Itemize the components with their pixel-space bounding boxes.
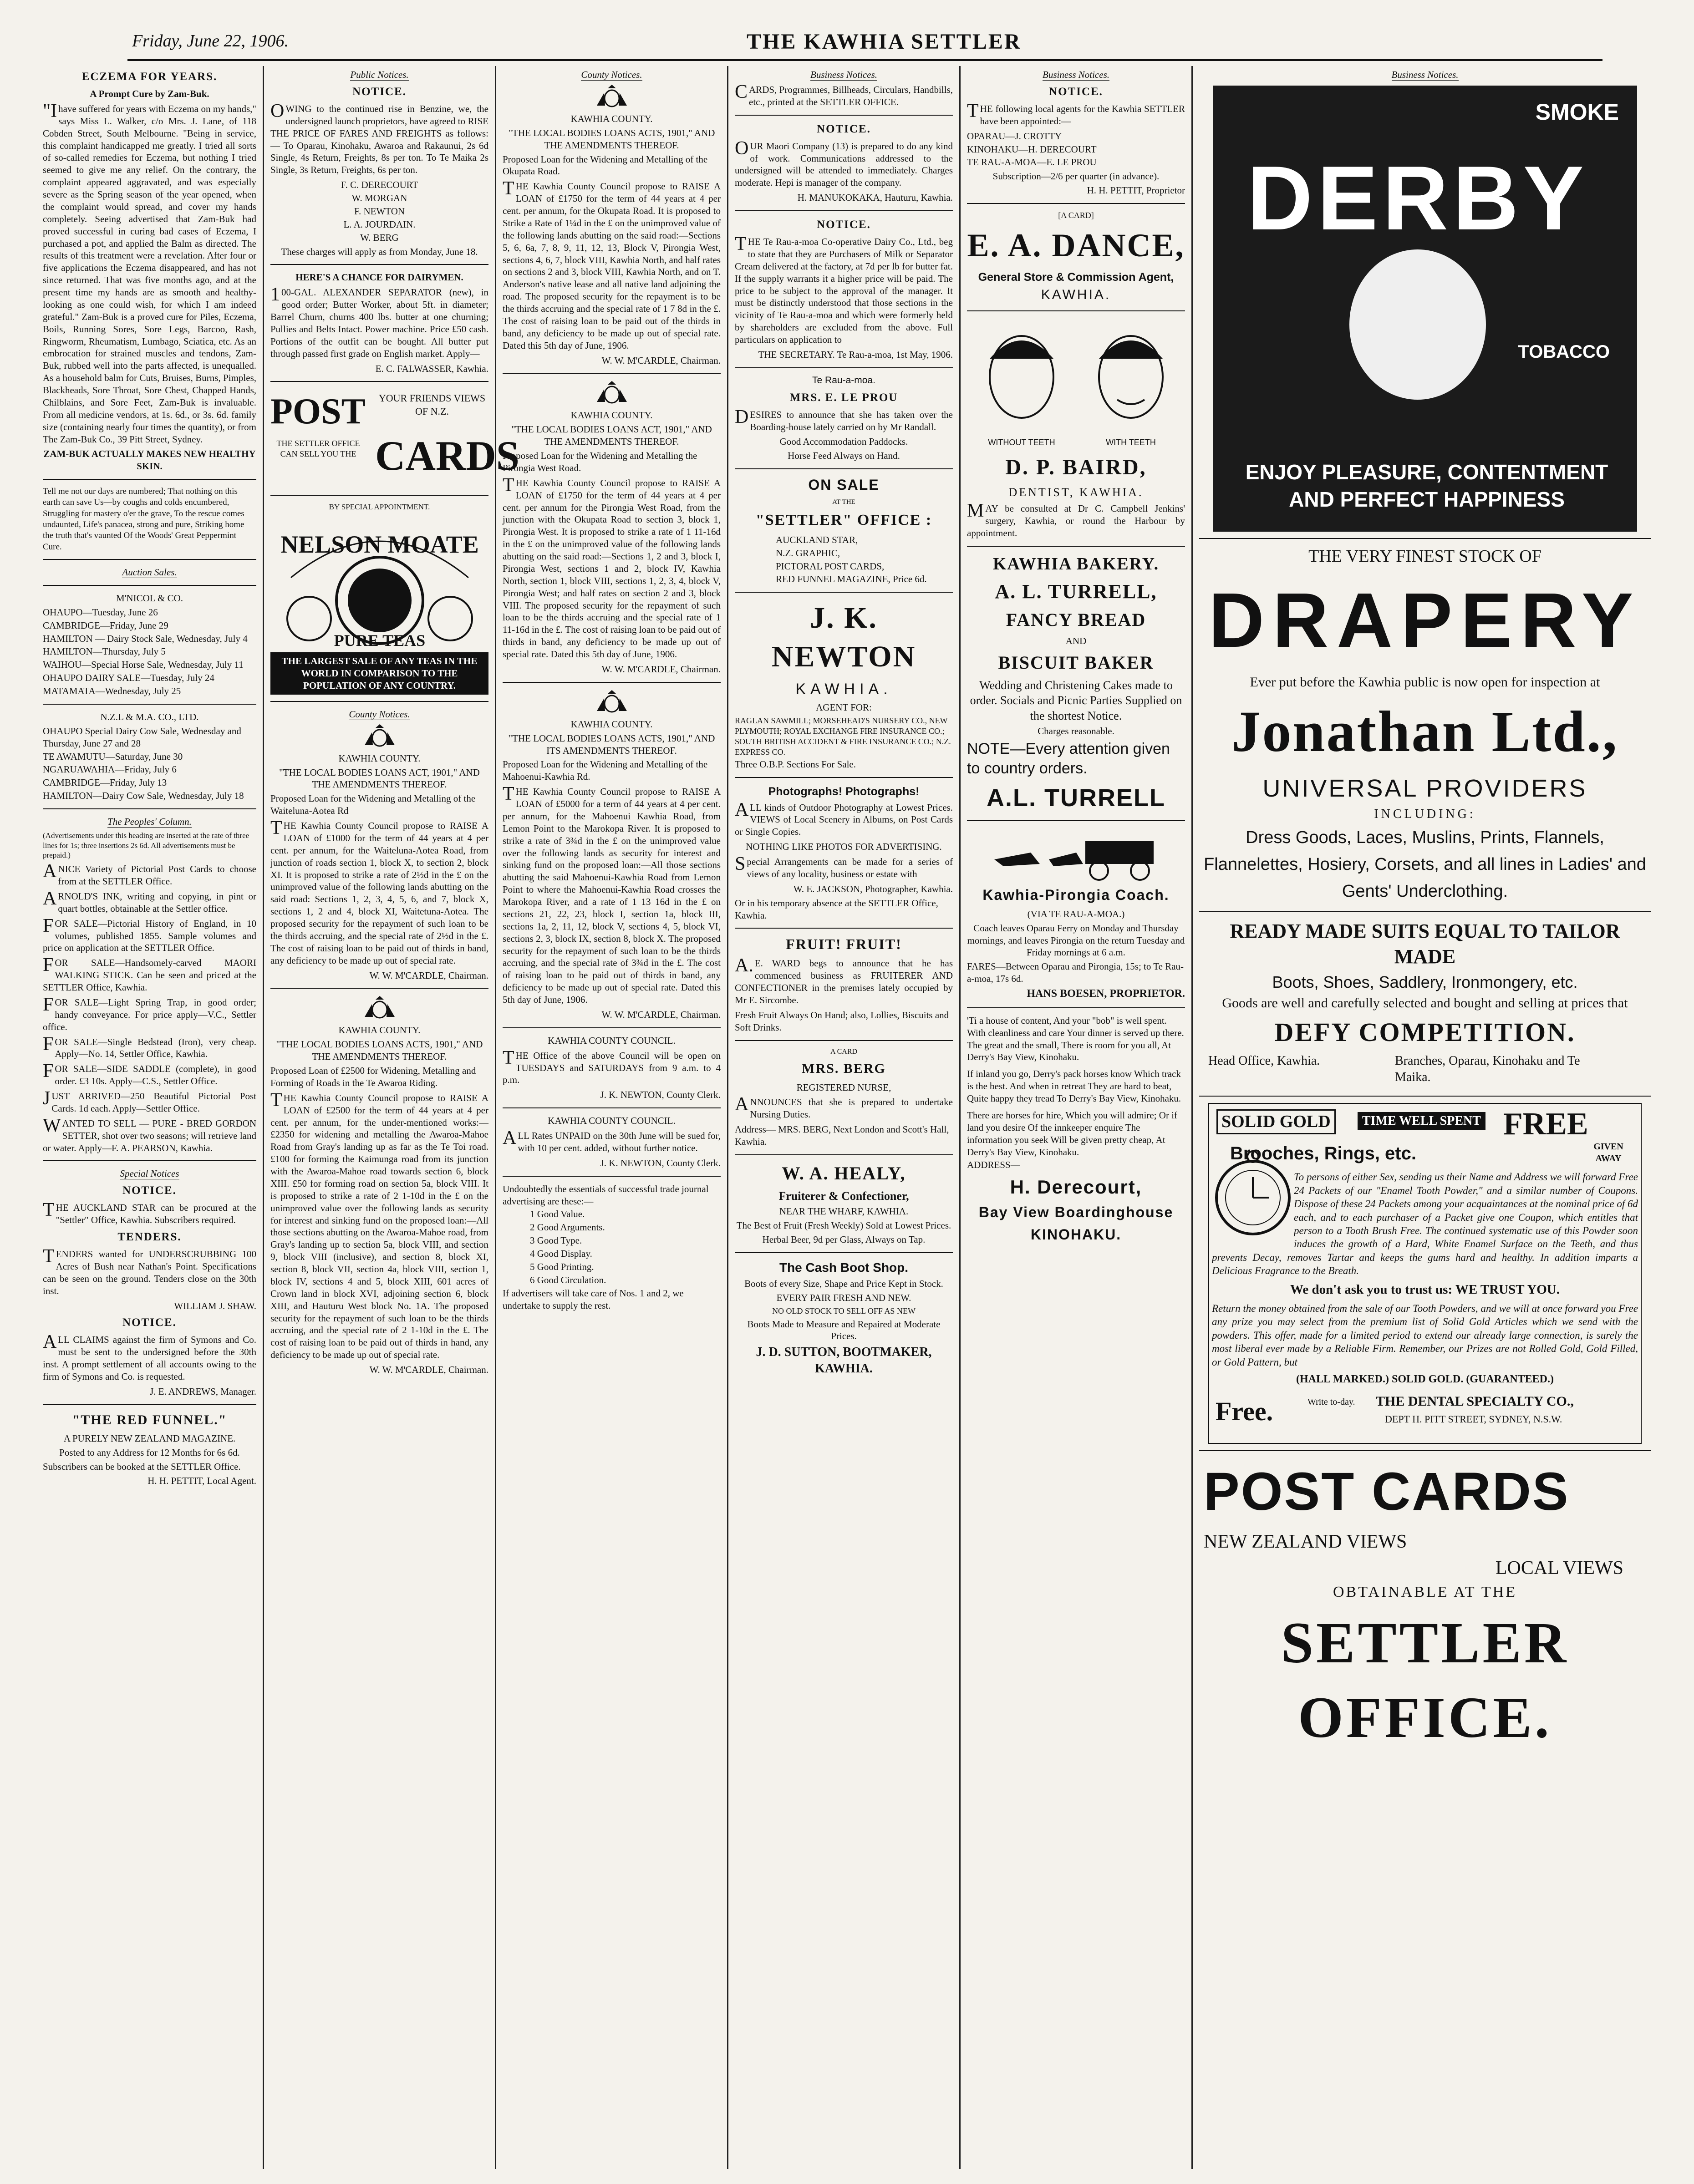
section-county-notices: County Notices. [581,69,642,80]
section-public-notices: Public Notices. [350,69,409,80]
list-item: WAIHOU—Special Horse Sale, Wednesday, July 11 [43,659,244,670]
county-lead: Proposed Loan for the Widening and Metalling of the Waiteluna-Aotea Rd [270,793,476,817]
column-1 [36,66,264,2169]
divider [43,585,256,586]
berg-address: Address— MRS. BERG, Next London and Scott's Hall, Kawhia. [735,1124,949,1148]
le-prou-place: Te Rau-a-moa. [812,375,875,386]
bakery-and: AND [1065,635,1087,647]
dental-address: DEPT H. PITT STREET, SYDNEY, N.S.W. [1385,1413,1562,1425]
newton-footer: Three O.B.P. Sections For Sale. [735,758,856,770]
defy-competition: DEFY COMPETITION. [1274,1017,1576,1047]
signer-list [270,179,488,244]
divider [735,367,953,368]
council-title: KAWHIA COUNTY COUNCIL. [548,1115,676,1127]
royal-crest-icon [591,380,632,406]
photo-body: Special Arrangements can be made for a series of views of any locality, business or estate with [735,853,953,879]
bakery-charges: Charges reasonable. [1038,725,1114,736]
bakery-note: NOTE—Every attention given to country orders. [967,740,1170,777]
bay-view-verse: If inland you go, Derry's pack horses know Which track is the best. And when in retreat They are hard to beat, Quite happy they tread To Derry's Bay View, Kinohaku. [967,1068,1181,1104]
classified-ad: FOR SALE—Pictorial History of England, in 10 volumes, published 1855. Sample volumes and price on application at the SETTLER Office. [43,915,256,954]
dance-title: E. A. DANCE, [967,227,1185,264]
divider [43,479,256,480]
agents-signature: H. H. PETTIT, Proprietor [1087,185,1185,196]
nzl-sale-list [43,725,256,802]
list-item: 3 Good Type. [530,1235,582,1246]
divider [43,1160,256,1161]
gold-footer [1212,1390,1638,1440]
section-peoples-column: The Peoples' Column. [107,816,192,827]
selection-line: Goods are well and carefully selected and bought and selling at prices that [1222,995,1628,1011]
divider [1199,1450,1651,1451]
divider [967,820,1185,821]
claims-signature: J. E. ANDREWS, Manager. [150,1386,256,1397]
royal-crest-icon [359,723,400,750]
drapery-title: DRAPERY [1208,577,1642,664]
tea-brand-text: NELSON MOATE [280,531,479,559]
section-business-notices: Business Notices. [1043,69,1109,80]
derby-tobacco-label: TOBACCO [1518,341,1610,362]
divider [1199,538,1651,539]
peppermint-verse: Tell me not our days are numbered; That nothing on this earth can save Us—by coughs and colds encumbered, Struggling for mastery o'er the grave, To the rescue comes undaunted, Life's panacea, strong and pure, Striking home the truth that's vaunted Of the Woods' Great Peppermint Cure. [43,487,244,552]
list-item: 1 Good Value. [530,1209,585,1220]
eczema-title: ECZEMA FOR YEARS. [81,71,218,83]
on-sale-at: AT THE [832,498,855,506]
berg-card-label: A CARD [830,1047,858,1056]
county-lead: Proposed Loan for the Widening and Metalling of the Mahoenui-Kawhia Rd. [503,759,708,782]
divider [735,210,953,211]
photo-body: ALL kinds of Outdoor Photography at Lowest Prices. VIEWS of Local Scenery in Albums, on Post Cards or Single Copies. [735,799,953,838]
address-name: H. Derecourt, [1010,1176,1142,1198]
notice-title: NOTICE. [817,218,871,231]
gold-body: Return the money obtained from the sale of our Tooth Powders, and we will at once forward you Free any prize you may select from the premium list of Solid Gold Articles which we send with the powders. This offer, made for a limited period to extend our already large connection, is surely the most liberal ever made by a Reliable Firm. Remember, our Prizes are not Rolled Gold, Gold Filled, or Gold Pattern, but [1212,1302,1638,1368]
post-cards-title: POST CARDS [1204,1461,1570,1522]
divider [43,559,256,560]
list-item: 6 Good Circulation. [530,1274,606,1285]
divider [270,701,488,702]
gold-title: Brooches, Rings, etc. [1230,1143,1416,1164]
tenders-body: TENDERS wanted for UNDERSCRUBBING 100 Acres of Bush near Nathan's Point. Specifications can be seen on the ground. Tenders close on the 30th inst. [43,1246,256,1296]
jonathan-title: Jonathan Ltd., [1231,699,1618,764]
bay-view-verse: There are horses for hire, Which you will admire; Or if land you desire Of the innkeeper enquire The information you seek Will be given pretty cheap, At Derry's Bay View, Kinohaku. [967,1109,1178,1158]
column-4 [728,66,961,2169]
peoples-note: (Advertisements under this heading are inserted at the rate of three lines for 1s; three insertions 2s 6d. All advertisements must be prepaid.) [43,831,249,860]
address-house: Bay View Boardinghouse [978,1204,1174,1221]
county-signature: W. W. M'CARDLE, Chairman. [369,970,488,981]
dental-company: THE DENTAL SPECIALTY CO., [1376,1393,1574,1409]
masthead [127,27,1602,61]
section-business-notices: Business Notices. [1391,69,1459,80]
county-lead: Proposed Loan for the Widening and Metalling of the Okupata Road. [503,153,708,177]
coach-signature: HANS BOESEN, PROPRIETOR. [1027,988,1185,1000]
essentials-list [503,1208,721,1286]
divider [967,546,1185,547]
county-signature: W. W. M'CARDLE, Chairman. [601,663,721,675]
divider [270,988,488,989]
subscription-note: Subscription—2/6 per quarter (in advance). [992,171,1160,182]
gold-title-row [1212,1138,1638,1170]
le-prou-line: Horse Feed Always on Hand. [788,450,900,462]
county-acts: "THE LOCAL BODIES LOANS ACTS, 1901," AND THE AMENDMENTS THEREOF. [276,1039,483,1062]
fares-notice-body: OWING to the continued rise in Benzine, we, the undersigned launch proprietors, have agreed to RISE THE PRICE OF FARES AND FREIGHTS as follows:— To Oparau, Kinohaku, Awaroa and Rakaunui, 2s 6d Single, 4s Return, Freights, 8s per ton. To Te Maika 2s Single, 3s Return, Freights, 6s per ton. [270,100,488,176]
office-locations [1199,1053,1651,1089]
universal-providers: UNIVERSAL PROVIDERS [1262,775,1587,802]
eczema-body: "Ihave suffered for years with Eczema on my hands," says Miss L. Walker, c/o Mrs. J. Lane, of 118 Cobden Street, South Melbourne. "Being in service, this complaint handicapped me greatly. I tried all sorts of so-called remedies for Eczema, but nothing I tried seemed to give me any relief. On the contrary, the complaint appeared aggravated, and was especially severe as the Spring season of the year opened, when the complaint would spread, and cover my hands completely. Seeing advertised that Zam-Buk had proved successful in curing bad cases of Eczema, I purchased a pot, and applied the Balm as directed. The results of this treatment were a revelation. After four or five applications the Eczema disappeared, and has not since returned. That was five months ago, and at the present time my hands are as smooth and healthy-looking as one could wish, for which I am indeed grateful." Zam-Buk is a proved cure for Piles, Eczema, Boils, Running Sores, Sore Legs, Barcoo, Rash, Ringworm, Rheumatism, Lumbago, Sciatica, etc. As an embrocation for strained muscles and tendons, Zam-Buk, rubbed well into the parts affected, is unequalled. As a household balm for Cuts, Bruises, Burns, Pimples, Blackheads, Sore Throat, Sore Chest, Chapped Hands, Chilblains, and Sore Feet, Zam-Buk is invaluable. From all medicine vendors, at 1s. 6d., or 3s. 6d. family size (containing nearly four times the quantity), or from The Zam-Buk Co., 39 Pitt Street, Sydney. [43,100,256,445]
list-item: F. NEWTON [354,205,405,217]
list-item: L. A. JOURDAIN. [343,218,416,230]
dentist-portraits-illustration [972,318,1181,450]
nz-views: NEW ZEALAND VIEWS [1204,1531,1407,1552]
drapery-intro: THE VERY FINEST STOCK OF [1308,546,1541,566]
on-sale-office: "SETTLER" OFFICE : [755,512,932,529]
county-lead: Proposed Loan of £2500 for Widening, Metalling and Forming of Roads in the Te Awaroa Riding. [270,1065,476,1088]
red-funnel-title: "THE RED FUNNEL." [72,1412,227,1427]
tea-pure-text: PURE TEAS [334,631,425,650]
post-word: POST [270,391,366,432]
tenders-signature: WILLIAM J. SHAW. [174,1300,256,1311]
fruit-body: A.E. WARD begs to announce that he has commenced business as FRUITERER AND CONFECTIONER in the premises lately occupied by Mr E. Sircombe. [735,955,953,1006]
derby-slogan: ENJOY PLEASURE, CONTENTMENT AND PERFECT HAPPINESS [1245,460,1608,512]
county-acts: "THE LOCAL BODIES LOANS ACTS, 1901," AND THE AMENDMENTS THEREOF. [508,127,715,151]
list-item: OHAUPO Special Dairy Cow Sale, Wednesday and Thursday, June 27 and 28 [43,725,241,749]
list-item: OPARAU—J. CROTTY [967,130,1062,142]
boot-shop-body: Boots of every Size, Shape and Price Kept in Stock. [744,1278,943,1289]
notice-title: NOTICE. [1049,85,1103,98]
council-signature: J. K. NEWTON, County Clerk. [600,1157,721,1168]
list-item: AUCKLAND STAR, [776,534,858,545]
bakery-fancy: FANCY BREAD [1006,609,1146,630]
nelson-moate-tea-emblem [273,514,487,650]
post-settler-text: THE SETTLER OFFICE CAN SELL YOU THE [276,439,360,459]
boot-shop-title: The Cash Boot Shop. [779,1260,909,1275]
tea-slogan: THE LARGEST SALE OF ANY TEAS IN THE WORLD IN COMPARISON TO THE POPULATION OF ANY COUNTRY. [270,652,488,695]
baird-body: MAY be consulted at Dr C. Campbell Jenkins' surgery, Kawhia, or round the Harbour by appointment. [967,500,1185,539]
county-lead: Proposed Loan for the Widening and Metalling the Pirongia West Road. [503,450,697,473]
section-auction-sales: Auction Sales. [122,567,177,578]
dairy-chance-signature: E. C. FALWASSER, Kawhia. [375,363,488,374]
time-well-spent-label: TIME WELL SPENT [1358,1112,1485,1130]
on-sale-list [735,534,953,586]
nzl-heading: N.Z.L & M.A. CO., LTD. [100,711,199,722]
divider [503,682,721,683]
divider [735,1040,953,1041]
county-title: KAWHIA COUNTY. [338,752,421,764]
divider [503,1107,721,1108]
list-item: RED FUNNEL MAGAZINE, Price 6d. [776,574,927,585]
post-friends-text: YOUR FRIENDS VIEWS OF N.Z. [378,392,486,417]
essentials-footer: If advertisers will take care of Nos. 1 and 2, we undertake to supply the rest. [503,1287,684,1311]
bay-view-verse: 'Ti a house of content, And your "bob" is well spent. With cleanliness and care Your dinner is served up there. The great and the small, There is room for you all, At Derry's Bay View, Kinohaku. [967,1015,1184,1063]
county-body: THE Kawhia County Council propose to RAISE A LOAN of £1750 for the term of 44 years at 4 per cent. per annum, for the Okupata Road. It is proposed to Strike a Rate of 1¼d in the £ on the unimproved value of the following lands abutting on the said road:—Sections 5, 6, 6a, 7, 8, 9, 11, 12, 13, Block V, Pirongia West, sections 4, 6, 7, block VIII, Kawhia North, and half rates on sections 2 and 3, block VIII, Kawhia North, and on T. Anderson's native lease and all native land adjoining the road. The proposed security for the repayment is to be the thirds accruing and the special rate of 1 7 8d in the £. The cost of raising loan to be paid out of the thirds in band, any deficiency to be made up out of special rate. Dated this 5th day of June, 1906. [503,178,721,351]
section-county-notices: County Notices. [349,708,410,720]
list-item: CAMBRIDGE—Friday, July 13 [43,777,167,788]
mcnicol-heading: M'NICOL & CO. [116,592,183,604]
bakery-biscuit: BISCUIT BAKER [998,652,1154,673]
gold-body: To persons of either Sex, sending us their Name and Address we will forward Free 24 Packets of our "Enamel Tooth Powder," and a similar number of Coupons. Dispose of these 24 Packets among your acquaintances at the nominal price of 6d each, and to each purchaser of a Packet give one Coupon, which entitles that person to a Tooth Brush Free. The continued systematic use of this Powder soon induces the growth of a Hard, White Enamel Surface on the Teeth, and thus prevents Decay, removes Tartar and keeps the gums hard and healthy. In addition imparts a Delicious Fragrance to the Breath. [1212,1171,1638,1277]
royal-crest-icon [359,995,400,1021]
gold-trust: We don't ask you to trust us: WE TRUST YOU. [1290,1282,1560,1297]
classified-ad: FOR SALE—Handsomely-carved MAORI WALKING STICK. Can be seen and priced at the SETTLER Office, Kawhia. [43,955,256,993]
red-funnel-body: Posted to any Address for 12 Months for 6s 6d. [59,1447,240,1458]
bakery-body: Wedding and Christening Cakes made to order. Socials and Picnic Parties Supplied on the shortest Notice. [970,679,1182,722]
drapery-goods: Dress Goods, Laces, Muslins, Prints, Flannels, Flannelettes, Hosiery, Corsets, and all lines in Ladies' and Gents' Underclothing. [1204,828,1646,901]
divider [967,1007,1185,1008]
divider [735,1252,953,1253]
dance-subtitle: General Store & Commission Agent, [978,271,1174,284]
head-office: Head Office, Kawhia. [1208,1054,1320,1068]
on-sale-title: ON SALE [808,477,880,493]
dairy-co-signature: THE SECRETARY. Te Rau-a-moa, 1st May, 1906. [758,349,953,360]
berg-body: ANNOUNCES that she is prepared to undertake Nursing Duties. [735,1094,953,1120]
healy-body: The Best of Fruit (Fresh Weekly) Sold at Lowest Prices. [736,1220,951,1231]
including-label: INCLUDING: [1374,807,1476,822]
photo-heading: NOTHING LIKE PHOTOS FOR ADVERTISING. [746,841,942,853]
paper-title: THE KAWHIA SETTLER [747,30,1022,54]
list-item: OHAUPO DAIRY SALE—Tuesday, July 24 [43,672,214,684]
divider [1199,911,1651,912]
notice-title: NOTICE. [122,1316,177,1329]
county-acts: "THE LOCAL BODIES LOANS ACT, 1901," AND THE AMENDMENTS THEREOF. [279,767,480,790]
coach-title: Kawhia-Pirongia Coach. [982,886,1170,903]
photo-footer: Or in his temporary absence at the SETTLER Office, Kawhia. [735,897,938,921]
post-cards-ad [270,388,519,488]
county-title: KAWHIA COUNTY. [570,113,653,124]
list-item: N.Z. GRAPHIC, [776,547,840,559]
council-body: ALL Rates UNPAID on the 30th June will be sued for, with 10 per cent. added, without further notice. [503,1128,721,1153]
divider [270,381,488,382]
newton-agencies: RAGLAN SAWMILL; MORSEHEAD'S NURSERY CO., NEW PLYMOUTH; ROYAL EXCHANGE FIRE INSURANCE CO.; SOUTH BRITISH ACCIDENT & FIRE INSURANCE CO.; N.Z. EXPRESS CO. [735,716,951,757]
classified-ad: FOR SALE—Light Spring Trap, in good order; handy conveyance. For price apply—V.C., Settler office. [43,994,256,1032]
list-item: W. MORGAN [351,193,407,203]
list-item: TE AWAMUTU—Saturday, June 30 [43,751,183,762]
printing-ad: CARDS, Programmes, Billheads, Circulars, Handbills, etc., printed at the SETTLER OFFICE. [735,81,953,107]
county-title: KAWHIA COUNTY. [338,1025,421,1036]
address-place: KINOHAKU. [1030,1226,1122,1243]
le-prou-body: DESIRES to announce that she has taken over the Boarding-house lately carried on by Mr Randall. [735,406,953,432]
derby-wordmark: DERBY [1246,147,1589,249]
berg-title: MRS. BERG [802,1061,886,1077]
bakery-title: KAWHIA BAKERY. [992,554,1160,574]
county-title: KAWHIA COUNTY. [570,718,653,730]
royal-crest-icon [591,84,632,110]
berg-subtitle: REGISTERED NURSE, [796,1082,891,1093]
list-item: KINOHAKU—H. DERECOURT [967,143,1097,155]
divider [735,115,953,116]
list-item: F. C. DERECOURT [341,179,418,191]
write-today: Write to-day. [1307,1397,1355,1407]
section-business-notices: Business Notices. [810,69,877,80]
tenders-title: TENDERS. [117,1231,182,1243]
divider [43,704,256,705]
agents-notice: THE following local agents for the Kawhia SETTLER have been appointed:— [967,100,1185,127]
smoker-portrait-icon [1349,249,1486,400]
healy-footer: Herbal Beer, 9d per Glass, Always on Tap. [762,1234,926,1245]
county-signature: W. W. M'CARDLE, Chairman. [601,355,721,366]
given-away-label: GIVEN AWAY [1593,1142,1623,1163]
claims-notice: ALL CLAIMS against the firm of Symons and Co. must be sent to the undersigned before the 30th inst. A prompt settlement of all accounts owing to the firm of Symons and Co. is requested. [43,1331,256,1382]
branches: Branches, Oparau, Kinohaku and Te Maika. [1395,1054,1580,1085]
list-item: 4 Good Display. [530,1248,592,1259]
red-funnel-note: Subscribers can be booked at the SETTLER Office. [43,1461,241,1472]
notice-title: NOTICE. [817,122,871,135]
healy-subtitle: Fruiterer & Confectioner, [778,1189,909,1203]
divider [735,1154,953,1155]
county-signature: W. W. M'CARDLE, Chairman. [369,1364,488,1375]
fruit-footer: Fresh Fruit Always On Hand; also, Lollies, Biscuits and Soft Drinks. [735,1009,949,1033]
le-prou-line: Good Accommodation Paddocks. [779,436,908,447]
auckland-star-notice: THE AUCKLAND STAR can be procured at the "Settler" Office, Kawhia. Subscribers required. [43,1199,256,1226]
divider [270,264,488,265]
list-item: HAMILTON — Dairy Stock Sale, Wednesday, July 4 [43,633,248,644]
gold-hallmark: (HALL MARKED.) SOLID GOLD. (GUARANTEED.) [1296,1373,1554,1386]
column-2 [264,66,519,2169]
local-views: LOCAL VIEWS [1495,1557,1623,1579]
drapery-subtitle: Ever put before the Kawhia public is now open for inspection at [1250,675,1600,690]
maori-company-notice: OUR Maori Company (13) is prepared to do any kind of work. Communications addressed to the undersigned will be attended to immediately. Charges moderate. Hepi is manager of the company. [735,137,953,188]
list-item: CAMBRIDGE—Friday, June 29 [43,620,168,631]
list-item: OHAUPO—Tuesday, June 26 [43,606,158,618]
divider [967,203,1185,204]
section-special-notices: Special Notices [120,1168,179,1179]
divider [503,1027,721,1028]
royal-crest-icon [591,689,632,716]
baird-subtitle: DENTIST, KAWHIA. [1008,486,1144,499]
boot-shop-line: Boots Made to Measure and Repaired at Moderate Prices. [747,1318,941,1342]
list-item: HAMILTON—Thursday, July 5 [43,646,166,657]
column-5 [961,66,1193,2169]
le-prou-title: MRS. E. LE PROU [789,391,898,404]
list-item: TE RAU-A-MOA—E. LE PROU [967,157,1097,168]
healy-title: W. A. HEALY, [782,1163,906,1183]
photo-title: Photographs! Photographs! [768,785,920,798]
bakery-name: A. L. TURRELL, [995,580,1157,603]
healy-location: NEAR THE WHARF, KAWHIA. [779,1206,909,1217]
dairy-chance-title: HERE'S A CHANCE FOR DAIRYMEN. [295,272,463,283]
council-body: THE Office of the above Council will be open on TUESDAYS and SATURDAYS from 9 a.m. to 4 p.m. [503,1047,721,1086]
list-item: PICTORAL POST CARDS, [776,560,885,572]
coach-via: (VIA TE RAU-A-MOA.) [1027,908,1125,919]
tea-appointment: BY SPECIAL APPOINTMENT. [329,503,430,512]
address-label: ADDRESS— [967,1159,1020,1171]
without-teeth-caption: WITHOUT TEETH [987,437,1055,447]
list-item: W. BERG [360,232,399,243]
coach-body: Coach leaves Oparau Ferry on Monday and Thursday mornings, and leaves Pirongia on the return Tuesday and Friday mornings at 6 a.m. [967,922,1185,958]
dairy-chance-body: 100-GAL. ALEXANDER SEPARATOR (new), in good order; Butter Worker, about 5ft. in diameter; Barrel Churn, churns 400 lbs. butter at one churning; Pullies and Belts Intact. Power machine. Price £50 cash. Portions of the outfit can be bought. All butter put through passed first grade on English market. Apply— [270,284,488,359]
dental-specialty-ad [1208,1103,1642,1444]
eczema-footer: ZAM-BUK ACTUALLY MAKES NEW HEALTHY SKIN. [43,448,256,472]
red-funnel-subtitle: A PURELY NEW ZEALAND MAGAZINE. [63,1433,236,1444]
horse-coach-illustration [976,828,1176,882]
issue-date: Friday, June 22, 1906. [132,31,289,51]
classified-ad: ANICE Variety of Pictorial Post Cards to choose from at the SETTLER Office. [43,861,256,887]
mcnicol-sale-list [43,606,256,697]
maori-company-signature: H. MANUKOKAKA, Hauturu, Kawhia. [797,192,953,203]
divider [503,1176,721,1177]
county-title: KAWHIA COUNTY. [570,410,653,421]
eczema-subtitle: A Prompt Cure by Zam-Buk. [90,88,209,99]
fruit-title: FRUIT! FRUIT! [786,936,902,953]
divider [43,1404,256,1405]
notice-title: NOTICE. [122,1184,177,1197]
bakery-signature: A.L. TURRELL [987,784,1165,812]
coach-fares: FARES—Between Oparau and Pirongia, 15s; to Te Rau-a-moa, 17s 6d. [967,961,1184,985]
classified-ad: JUST ARRIVED—250 Beautiful Pictorial Post Cards. 1d each. Apply—Settler Office. [43,1088,256,1114]
list-item: 5 Good Printing. [530,1261,594,1272]
newton-title: J. K. NEWTON [771,601,916,673]
derby-smoke-label: SMOKE [1535,99,1619,125]
gold-banner [1212,1107,1638,1142]
list-item: NGARUAWAHIA—Friday, July 6 [43,764,177,775]
free-label: FREE [1503,1107,1588,1142]
essentials-lead: Undoubtedly the essentials of successful trade journal advertising are these:— [503,1183,709,1207]
county-body: THE Kawhia County Council propose to RAISE A LOAN of £2500 for the term of 44 years at 4 per cent. per annum, for the under-mentioned works:—£2350 for widening and metalling the Awaroa-Mahoe Road from Gray's landing up as far as the Te Toi road. £100 for forming the Kaimunga road from its junction with the Awaroa-Mahoe road towards section 6, block XIII. £50 for forming road on section 5a, block VIII. It is proposed to strike a rate of 2 1-10d in the £ on the unimproved value over the following lands as security for interest and sinking fund on the proposed loan:—All those sections abutting on the Awaroa-Mahoe road, from Gray's landing up to section 5a, block VIII, and section 9, block VIII (inclusive), and section 8, block XI, section 8, block VII, section 4a, block VIII, section 1, block IV, sections 4 and 5, block XIII, 601 acres of Crown land in block XVI, adjoining section 6, block XIII, and Hauturu West block No. 1A. The proposed security for the repayment of such loan to be the thirds accruing, and the special rate of 2 1-10d in the £. The cost of raising loan to be paid out of thirds in hand, any deficiency to be made up out of special rate. [270,1089,488,1361]
newton-place: KAWHIA. [795,681,892,698]
fares-notice-footer: These charges will apply as from Monday, June 18. [281,246,478,257]
county-acts: "THE LOCAL BODIES LOANS ACTS, 1901," AND ITS AMENDMENTS THEREOF. [508,732,715,756]
classified-ad: FOR SALE—SIDE SADDLE (complete), in good order. £3 10s. Apply—C.S., Settler Office. [43,1061,256,1087]
baird-title: D. P. BAIRD, [1005,455,1147,479]
divider [270,495,488,496]
derby-tobacco-ad [1213,86,1637,532]
classified-ad: WANTED TO SELL — PURE - BRED GORDON SETTER, shot over two seasons; will retrieve land or water. Apply—F. A. PEARSON, Kawhia. [43,1115,256,1153]
card-label: [A CARD] [1058,211,1094,220]
divider [735,928,953,929]
classified-ad: FOR SALE—Single Bedstead (Iron), very cheap. Apply—No. 14, Settler Office, Kawhia. [43,1033,256,1060]
suits-line: READY MADE SUITS EQUAL TO TAILOR MADE [1230,919,1620,968]
notice-title: NOTICE. [352,85,407,98]
free-label: Free. [1216,1396,1273,1426]
obtainable-at: OBTAINABLE AT THE [1333,1584,1517,1601]
settler-office: SETTLER OFFICE. [1281,1610,1569,1750]
list-item: HAMILTON—Dairy Cow Sale, Wednesday, July 18 [43,790,244,802]
county-signature: W. W. M'CARDLE, Chairman. [601,1009,721,1020]
newton-agent: AGENT FOR: [816,701,872,713]
column-3 [496,66,728,2169]
boot-shop-line: NO OLD STOCK TO SELL OFF AS NEW [772,1306,916,1315]
cards-word: CARDS [375,432,519,479]
county-body: THE Kawhia County Council propose to RAISE A LOAN of £5000 for a term of 44 years at 4 per cent. per annum, for the Mahoenui Kawhia Road, from Lemon Point to the Marokopa River. It is proposed to strike a rate of 3¾d in the £ on the unimproved value over the following lands as security for interest and sinking fund on the proposed loan:—All those sections abutting the said Mahoenui-Kawhia Road from Lemon Point to where the Mahoenui-Kawhia Road crosses the Marokopa River, and a rate of 1 13 16d in the £ on sections 21, 22, 23, block I, section 1a, block III, sections 1a, 2, 11, 12, block V, sections 4, 5, block VI, sections 2, 3, block IX, section 8, block X. The proposed security for the repayment of such loan to be the thirds accruing, and the special rate of 3¾d in the £. The cost of raising loan to be paid out of thirds in band, any deficiency to be made up out of special rate. Dated this 5th day of June, 1906. [503,783,721,1005]
county-acts: "THE LOCAL BODIES LOANS ACT, 1901," AND THE AMENDMENTS THEREOF. [511,424,712,447]
column-6 [1193,66,1657,2169]
boot-shop-line: EVERY PAIR FRESH AND NEW. [776,1292,911,1303]
divider [43,808,256,809]
divider [735,468,953,469]
list-item: 2 Good Arguments. [530,1222,605,1233]
county-body: THE Kawhia County Council propose to RAISE A LOAN of £1750 for the term of 44 years at 4 per cent. per annum for the Pirongia West Road, from the junction with the Okupata Road to section 3, block 1, Pirongia West. It is proposed to strike a rate of 1 11-16d in the £ on the unimproved value of the following lands abutting on the said road:—Sections 1, 2 and 3, block I, Pirongia West, sections 1 and 2, block IV, Kawhia North, section 1, block VIII, sections 1, 2, 3, 4, block V, Pirongia West; and half rates on section 2 and 3, block VIII. The proposed security for the repayment of such loan to be the thirds accruing and the special rate of 1 11-16d in the £. The cost of raising loan to be paid out of thirds in band, any deficiency to be made up out of special rate. Dated this 5th day of June, 1906. [503,474,721,660]
divider [735,777,953,778]
classified-ad: ARNOLD'S INK, writing and copying, in pint or quart bottles, obtainable at the Settler office. [43,888,256,914]
divider [503,373,721,374]
divider [1199,1096,1651,1097]
boots-line: Boots, Shoes, Saddlery, Ironmongery, etc. [1272,972,1578,991]
agents-list [967,130,1185,169]
solid-gold-label: SOLID GOLD [1216,1109,1336,1134]
dance-place: KAWHIA. [1041,287,1111,303]
with-teeth-caption: WITH TEETH [1105,437,1156,447]
red-funnel-signature: H. H. PETTIT, Local Agent. [148,1475,256,1486]
photo-signature: W. E. JACKSON, Photographer, Kawhia. [793,883,953,894]
council-signature: J. K. NEWTON, County Clerk. [600,1089,721,1101]
boot-shop-signature: J. D. SUTTON, BOOTMAKER, KAWHIA. [756,1345,932,1376]
divider [735,592,953,593]
dairy-co-notice: THE Te Rau-a-moa Co-operative Dairy Co., Ltd., beg to state that they are Purchasers of Milk or Separator Cream delivered at the factory, at 7d per lb for butter fat. If the supply warrants it a higher price will be paid. The price to be subject to the approval of the manager. It must be distinctly understood that those sections in the vicinity of Te Rau-a-moa and which were formerly held by shareholders are excluded from the above. Full particulars on application to [735,234,953,345]
council-title: KAWHIA COUNTY COUNCIL. [548,1035,676,1046]
divider [967,310,1185,311]
list-item: MATAMATA—Wednesday, July 25 [43,686,181,696]
county-body: THE Kawhia County Council propose to RAISE A LOAN of £1000 for the term of 44 years at 4 per cent. per annum, for the Waiteluna-Aotea Road, from junction of roads section 1, block X, to section 2, block XI. It is proposed to strike a rate of 2½d in the £ on the unimproved value of the following lands abutting on the said road: Sections 1, 2, 3, 4, 5, 6, and 7, block X, sections 1, 2 and 4, block XI, Waitetuna-Aotea. The proposed security for the repayment of such loan to be the thirds accruing, and the special rate of 2½d in the £. The cost of raising loan to be paid out of thirds in band, any deficiency to be made up out of special rate. [270,818,488,966]
